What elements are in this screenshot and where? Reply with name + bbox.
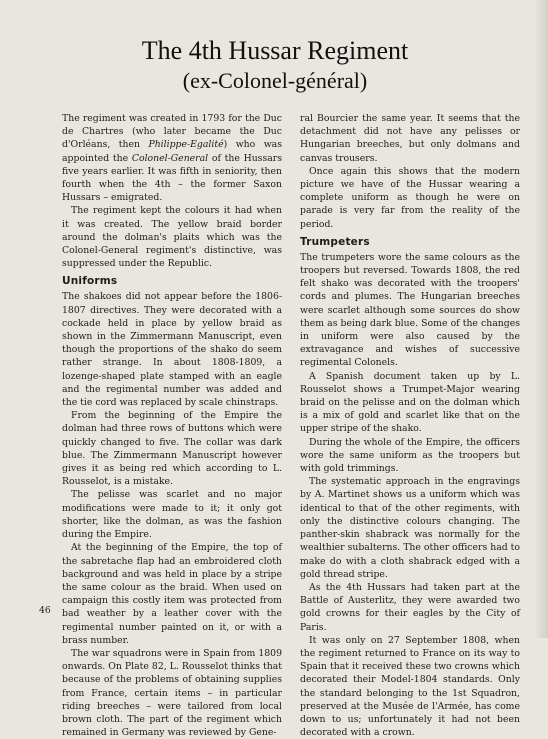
right-column (300, 112, 520, 739)
paragraph: The war squadrons were in Spain from 1809 onwards. On Plate 82, L. Rousselot thinks that because of the problems of obtaining supplies from France, certain items – in particular riding breeches – were tailored from local brown cloth. The part of the regiment which remained in Germany was reviewed by Gene- (62, 647, 282, 739)
section-heading-trumpeters: Trumpeters (300, 235, 370, 248)
paragraph: The regiment kept the colours it had when it was created. The yellow braid border around the dolman's plaits which was the Colonel-General regiment's distinctive, was suppressed under the Republic. (62, 205, 282, 270)
page-subtitle: (ex-Colonel-général) (182, 68, 368, 93)
paragraph: It was only on 27 September 1808, when the regiment returned to France on its way to Spain that it received these two crowns which decorated their Model-1804 standards. Only the standard belonging to the 1st Squadron, preserved at the Musée de l'Armée, has come down to us; unfortunately it had not been decorated with a crown. (300, 634, 520, 739)
paragraph: As the 4th Hussars had taken part at the Battle of Austerlitz, they were awarded two gold crowns for their eagles by the City of Paris. (300, 581, 520, 633)
paragraph: At the beginning of the Empire, the top of the sabretache flap had an embroidered cloth background and was held in place by a stripe the same colour as the braid. When used on campaign this costly item was protected from bad weather by a leather cover with the regimental number painted on it, or with a brass number. (62, 542, 282, 646)
left-column (62, 112, 282, 739)
page-number: 46 (39, 605, 51, 616)
section-heading-uniforms: Uniforms (62, 275, 118, 288)
page-edge-shadow (534, 0, 548, 638)
paragraph: The shakoes did not appear before the 1806-1807 directives. They were decorated with a cockade held in place by yellow braid as shown in the Zimmermann Manuscript, even though the proportions of the shako do seem rather strange. In about 1808-1809, a lozenge-shaped plate stamped with an eagle and the regimental number was added and the tie cord was replaced by scale chinstraps. (62, 291, 282, 409)
paragraph: From the beginning of the Empire the dolman had three rows of buttons which were quickly changed to five. The collar was dark blue. The Zimmermann Manuscript however gives it as being red which according to L. Rousselot, is a mistake. (62, 410, 282, 488)
paragraph: The systematic approach in the engravings by A. Martinet shows us a uniform which was identical to that of the other regiments, with only the distinctive colours changing. The panther-skin shabrack was normally for the wealthier subalterns. The other officers had to make do with a cloth shabrack edged with a gold thread stripe. (300, 476, 520, 580)
paragraph: A Spanish document taken up by L. Rousselot shows a Trumpet-Major wearing braid on the pelisse and on the dolman which is a mix of gold and scarlet like that on the upper stripe of the shako. (300, 370, 520, 435)
paragraph: During the whole of the Empire, the officers wore the same uniform as the troopers but with gold trimmings. (300, 436, 520, 475)
paragraph: Once again this shows that the modern picture we have of the Hussar wearing a complete uniform as though he were on parade is very far from the reality of the period. (300, 165, 520, 230)
paragraph: The pelisse was scarlet and no major modifications were made to it; it only got shorter, like the dolman, as was the fashion during the Empire. (62, 489, 282, 541)
paragraph: The trumpeters wore the same colours as the troopers but reversed. Towards 1808, the red felt shako was decorated with the troopers' cords and plumes. The Hungarian breeches were scarlet although some sources do show them as being dark blue. Some of the changes in uniform were also caused by the extravagance and wishes of successive regimental Colonels. (300, 251, 520, 369)
paragraph: ral Bourcier the same year. It seems that the detachment did not have any pelisses or Hungarian breeches, but only dolmans and canvas trousers. (300, 113, 520, 164)
paragraph: The regiment was created in 1793 for the Duc de Chartres (who later became the Duc d'Orléans, then Philippe-Egalité) who was appointed the Colonel-General of the Hussars five years earlier. It was fifth in seniority, then fourth when the 4th – the former Saxon Hussars – emigrated. (62, 113, 282, 204)
page-title: The 4th Hussar Regiment (141, 36, 409, 65)
